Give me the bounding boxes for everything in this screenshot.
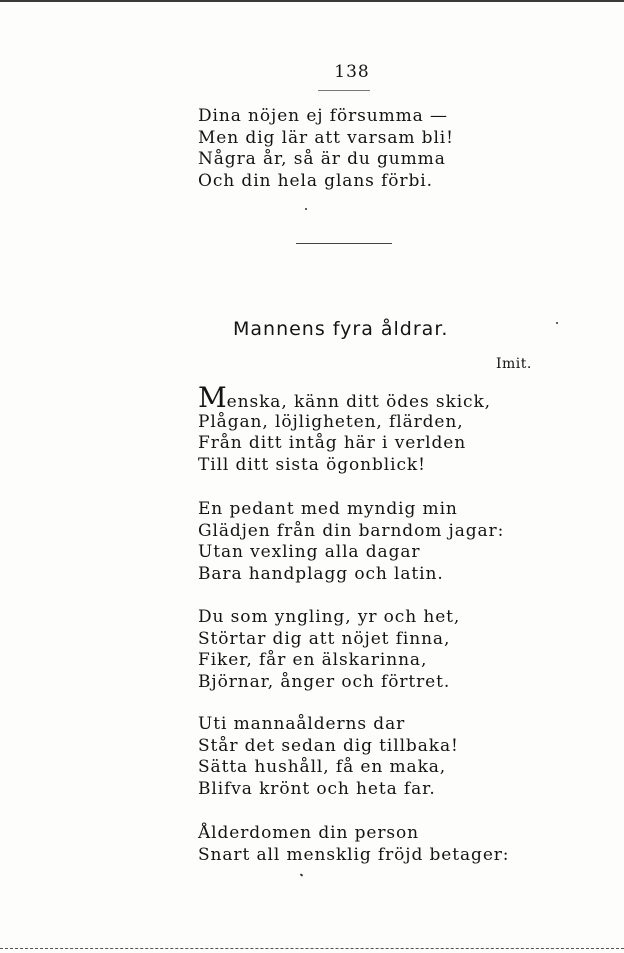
verse-line: Några år, så är du gumma: [198, 149, 446, 170]
ink-speck: [300, 873, 304, 876]
verse-line: Blifva krönt och heta far.: [198, 778, 436, 799]
verse-line: Dina nöjen ej försumma —: [198, 106, 448, 126]
page-top-edge: [0, 0, 624, 2]
verse-line: Men dig lär att varsam bli!: [198, 127, 454, 148]
verse-line: Björnar, ånger och förtret.: [198, 671, 451, 692]
poem-stanza-4: [198, 714, 459, 800]
poem-title: Mannens fyra åldrar.: [233, 318, 449, 340]
drop-cap: M: [198, 381, 227, 414]
previous-poem-stanza: [198, 106, 454, 192]
verse-line: Från ditt intåg här i verlden: [198, 433, 467, 454]
verse-line: Snart all mensklig fröjd betager:: [198, 844, 510, 865]
poem-stanza-1: [198, 381, 491, 476]
verse-line-text: enska, känn ditt ödes skick,: [226, 392, 491, 412]
ink-speck: [305, 208, 307, 210]
page-number-rule: [318, 90, 370, 91]
verse-line: Bara handplagg och latin.: [198, 563, 444, 584]
page-bottom-edge: [0, 948, 624, 950]
verse-line: Du som yngling, yr och het,: [198, 607, 461, 627]
poem-divider: [296, 243, 392, 244]
verse-line: Glädjen från din barndom jagar:: [198, 520, 505, 541]
verse-line: Uti mannaålderns dar: [198, 714, 406, 734]
verse-line: Ålderdomen din person: [198, 823, 419, 843]
verse-line: Plågan, löjligheten, flärden,: [198, 411, 464, 432]
verse-line: Utan vexling alla dagar: [198, 542, 421, 563]
verse-line: Störtar dig att nöjet finna,: [198, 628, 451, 649]
verse-line: Står det sedan dig tillbaka!: [198, 735, 459, 756]
verse-line: Fiker, får en älskarinna,: [198, 650, 428, 671]
verse-line: Till ditt sista ögonblick!: [198, 454, 426, 475]
verse-line: En pedant med myndig min: [198, 499, 458, 519]
poem-stanza-2: [198, 499, 504, 585]
poem-stanza-3: [198, 607, 460, 693]
ink-speck: [556, 322, 558, 324]
page-number: 138: [334, 62, 370, 82]
poem-stanza-5: [198, 823, 509, 866]
poem-attribution: Imit.: [496, 356, 532, 372]
verse-line: [198, 381, 491, 414]
verse-line: Och din hela glans förbi.: [198, 170, 433, 191]
verse-line: Sätta hushåll, få en maka,: [198, 757, 447, 778]
